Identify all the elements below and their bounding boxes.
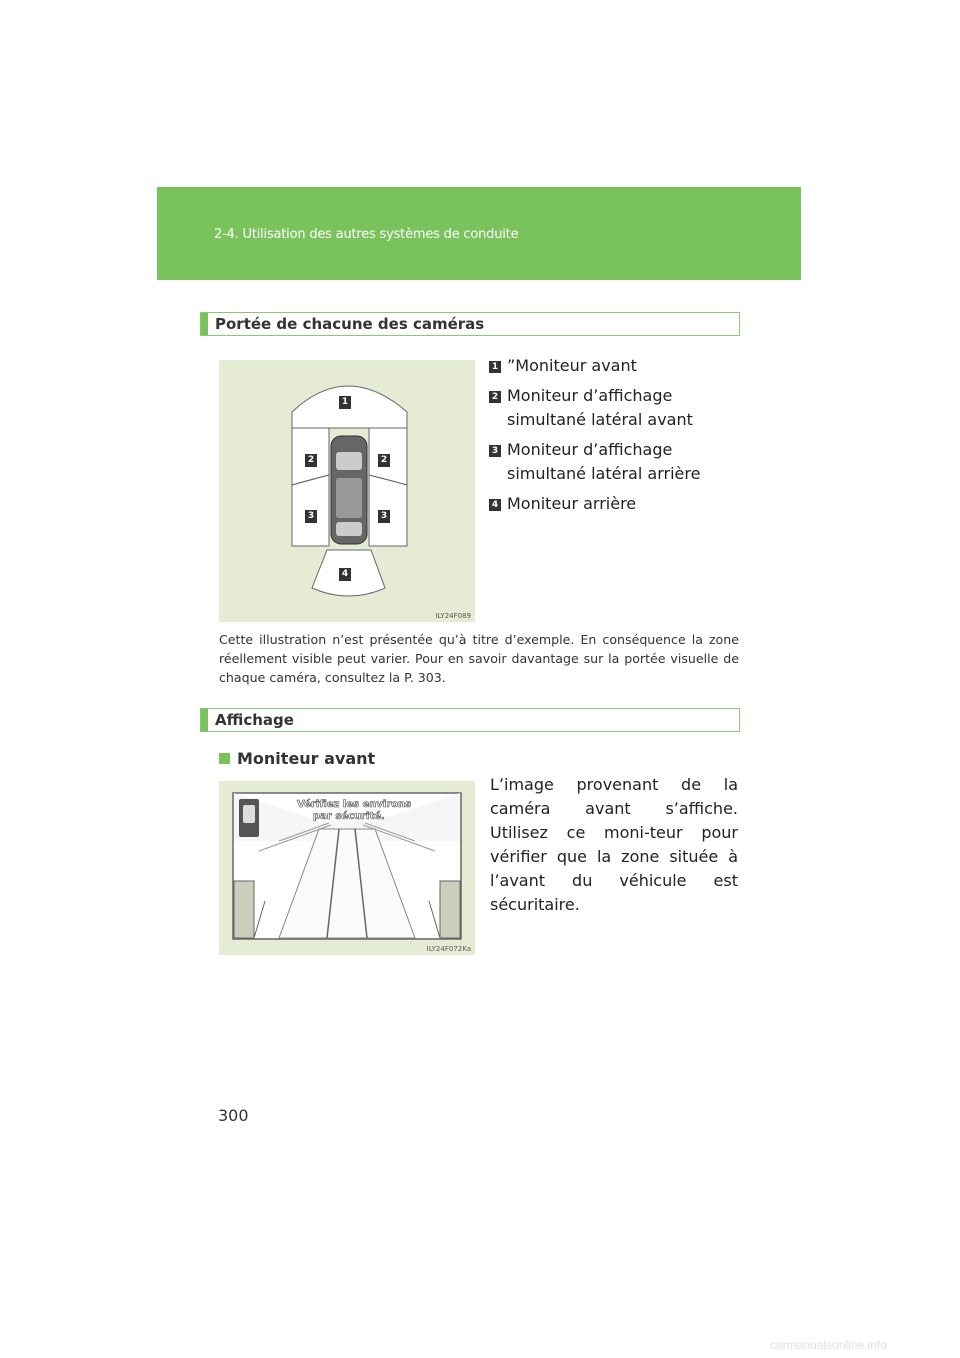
zone-label-4: 4 xyxy=(339,568,351,581)
title-accent-bar xyxy=(201,313,208,335)
front-monitor-description: L’image provenant de la caméra avant s’affiche. Utilisez ce moni-teur pour vérifier que la zone située à l’avant du véhicule est sécuritaire. xyxy=(490,775,738,914)
list-item-label: Moniteur arrière xyxy=(507,494,637,513)
section-title-camera-range xyxy=(200,312,740,336)
zone-label-3-right: 3 xyxy=(378,510,390,523)
zone-label-3-left: 3 xyxy=(305,510,317,523)
number-badge: 3 xyxy=(489,445,501,457)
list-item xyxy=(489,354,739,378)
number-badge: 1 xyxy=(489,361,501,373)
list-item-label: ”Moniteur avant xyxy=(507,356,637,375)
breadcrumb: 2-4. Utilisation des autres systèmes de conduite xyxy=(214,227,519,242)
title-accent-bar xyxy=(201,709,208,731)
number-badge: 2 xyxy=(489,391,501,403)
list-item-label: Moniteur d’affichage simultané latéral arrière xyxy=(507,440,701,483)
figure-caption: Cette illustration n’est présentée qu’à titre d’exemple. En conséquence la zone réellement visible peut varier. Pour en savoir davantage sur la portée visuelle de chaque caméra, consultez la P. 303. xyxy=(219,632,739,685)
watermark: carmanualsonline.info xyxy=(770,1338,887,1352)
square-bullet-icon xyxy=(219,753,230,764)
subheading-text: Moniteur avant xyxy=(237,749,376,768)
figure-code: ILY24F072Ka xyxy=(426,945,471,953)
camera-range-diagram xyxy=(219,360,475,622)
list-item xyxy=(489,438,739,486)
zone-label-1: 1 xyxy=(339,396,351,409)
number-badge: 4 xyxy=(489,499,501,511)
zone-label-2-right: 2 xyxy=(378,454,390,467)
front-monitor-screen-figure xyxy=(219,781,475,955)
zone-label-2-left: 2 xyxy=(305,454,317,467)
subheading-front-monitor xyxy=(219,749,375,768)
chapter-header xyxy=(157,187,801,280)
figure-code: ILY24F089 xyxy=(435,612,471,620)
section-title-display xyxy=(200,708,740,732)
page-number: 300 xyxy=(218,1106,249,1125)
section-title-text: Portée de chacune des caméras xyxy=(215,315,485,333)
warning-message-line-1: Vérifiez les environs xyxy=(297,799,412,810)
list-item xyxy=(489,492,739,516)
list-item xyxy=(489,384,739,432)
camera-list xyxy=(489,354,739,522)
section-title-text: Affichage xyxy=(215,711,294,729)
list-item-label: Moniteur d’affichage simultané latéral avant xyxy=(507,386,693,429)
warning-message-line-2: par sécurité. xyxy=(313,811,385,822)
